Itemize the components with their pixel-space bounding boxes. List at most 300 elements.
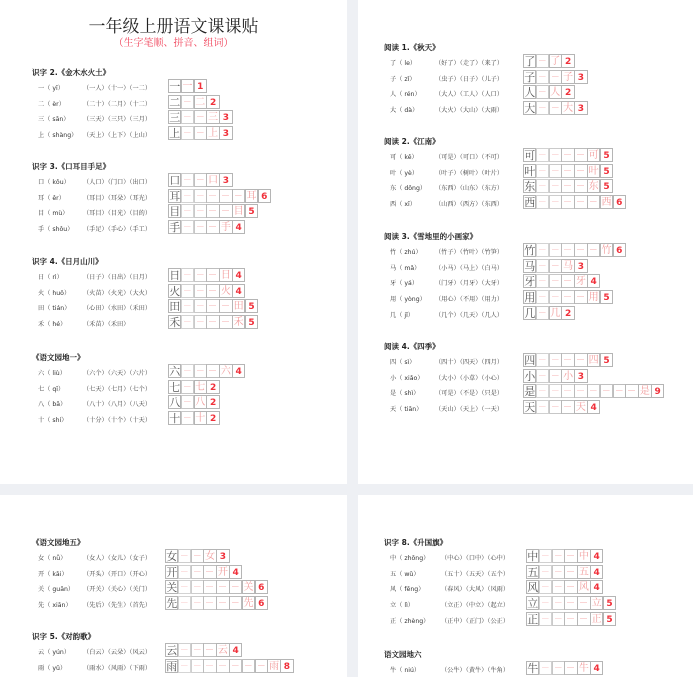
stroke-count: 5 xyxy=(600,148,613,162)
word-list xyxy=(435,294,503,303)
pinyin: kě xyxy=(404,154,412,161)
stroke-step-cell xyxy=(536,353,549,367)
word-list xyxy=(435,247,503,256)
stroke-order-grid xyxy=(168,126,232,140)
character-pinyin-label: 禾（ hé） xyxy=(38,321,67,329)
stroke-count: 3 xyxy=(574,101,587,115)
stroke-step-cell xyxy=(191,659,204,673)
stroke-step-cell xyxy=(536,85,549,99)
stroke-order-grid xyxy=(523,164,613,178)
stroke-step-cell xyxy=(549,70,562,84)
stroke-order-grid xyxy=(523,274,600,288)
stroke-step-cell xyxy=(549,164,562,178)
stroke-count: 6 xyxy=(255,580,268,594)
word: （工人） xyxy=(459,91,482,99)
character-row xyxy=(38,659,290,675)
word: （中心） xyxy=(441,555,466,562)
word: （禾田） xyxy=(129,305,152,313)
stroke-step-cell xyxy=(203,596,216,610)
stroke-count: 3 xyxy=(219,110,232,124)
stroke-step-cell xyxy=(181,95,194,109)
stroke-step-cell xyxy=(561,274,574,288)
stroke-count: 3 xyxy=(219,173,232,187)
word: （火光） xyxy=(107,289,130,297)
stroke-step-cell xyxy=(181,204,194,218)
stroke-step-cell: 了 xyxy=(550,56,561,67)
word-list xyxy=(435,89,503,98)
word-list xyxy=(83,399,151,408)
character: 关 xyxy=(38,586,45,594)
stroke-count: 4 xyxy=(590,549,603,563)
character-cell: 一 xyxy=(169,80,181,93)
stroke-step-cell xyxy=(206,204,219,218)
character-pinyin-label: 马（ mǎ） xyxy=(390,264,421,272)
stroke-order-grid xyxy=(523,195,625,209)
stroke-order-grid xyxy=(168,173,232,187)
character: 六 xyxy=(38,370,45,377)
word-list xyxy=(441,600,509,609)
stroke-step-cell xyxy=(203,659,216,673)
stroke-order-grid xyxy=(168,299,258,313)
stroke-step-cell: 马 xyxy=(563,260,574,272)
character-cell: 竹 xyxy=(524,244,536,257)
stroke-step-cell xyxy=(561,353,574,367)
character-pinyin-label: 四（ sì） xyxy=(390,359,416,366)
word-list xyxy=(83,384,151,393)
character-pinyin-label: 用（ yòng） xyxy=(390,296,426,304)
stroke-step-cell xyxy=(536,274,549,288)
character-row xyxy=(38,395,217,411)
stroke-order-grid xyxy=(165,643,242,657)
pinyin: yá xyxy=(404,280,412,288)
word-list xyxy=(83,569,151,578)
stroke-step-cell: 立 xyxy=(591,598,602,610)
word: （火苗） xyxy=(83,289,108,297)
word-list xyxy=(435,183,503,192)
stroke-step-cell xyxy=(536,195,549,209)
character-pinyin-label: 先（ xiān） xyxy=(38,602,72,610)
stroke-step-cell xyxy=(539,612,552,626)
word: （禾田） xyxy=(107,321,130,329)
word-list xyxy=(435,152,503,161)
character-cell: 中 xyxy=(527,550,539,563)
word: （白马） xyxy=(481,264,504,272)
character-cell: 禾 xyxy=(169,316,181,330)
stroke-step-cell xyxy=(549,259,562,273)
word-list xyxy=(83,303,151,312)
stroke-count: 2 xyxy=(561,54,574,68)
word-list xyxy=(83,224,151,233)
section-title: 阅读 3.《雪地里的小画家》 xyxy=(384,232,478,241)
stroke-step-cell xyxy=(194,268,207,282)
stroke-step-cell xyxy=(536,70,549,84)
word: （大牙） xyxy=(481,280,504,288)
stroke-step-cell: 牙 xyxy=(575,276,586,288)
character-cell: 牛 xyxy=(527,662,539,675)
stroke-step-cell xyxy=(574,243,587,257)
character-cell: 西 xyxy=(524,196,536,210)
stroke-step-cell xyxy=(564,661,577,675)
word: （关心） xyxy=(107,586,130,594)
lesson-section xyxy=(384,649,600,677)
stroke-step-cell xyxy=(539,661,552,675)
word: （可口） xyxy=(459,154,482,161)
word: （虫子） xyxy=(435,75,460,83)
character: 牛 xyxy=(390,667,397,674)
character-cell: 几 xyxy=(524,306,536,320)
character-row xyxy=(38,596,265,612)
word: （一天） xyxy=(481,406,504,414)
lesson-section xyxy=(32,161,268,236)
character: 口 xyxy=(38,179,45,186)
character: 立 xyxy=(390,602,397,610)
stroke-count: 2 xyxy=(206,411,219,425)
stroke-step-cell xyxy=(561,164,574,178)
character: 先 xyxy=(38,602,45,610)
pinyin: rén xyxy=(404,91,415,99)
stroke-step-cell xyxy=(178,565,191,579)
character-pinyin-label: 关（ guān） xyxy=(38,586,75,594)
stroke-order-grid xyxy=(165,596,267,610)
character-row xyxy=(390,661,600,677)
stroke-step-cell: 雨 xyxy=(269,660,280,672)
stroke-step-cell xyxy=(206,299,219,313)
word: （十一） xyxy=(107,85,130,92)
word: （一人） xyxy=(83,85,108,92)
stroke-count: 9 xyxy=(651,384,664,398)
character-cell: 三 xyxy=(169,111,181,125)
character-pinyin-label: 开（ kāi） xyxy=(38,570,68,578)
character: 八 xyxy=(38,401,45,409)
word: （不用） xyxy=(459,296,482,304)
word: （十二） xyxy=(129,100,152,108)
pinyin: ěr xyxy=(52,194,59,202)
section-title: 识字 2.《金木水火土》 xyxy=(32,68,111,77)
character-cell: 手 xyxy=(169,221,181,235)
stroke-step-cell xyxy=(536,400,549,414)
character-cell: 七 xyxy=(169,380,181,394)
character-pinyin-label: 牛（ niú） xyxy=(390,667,421,674)
character-cell: 先 xyxy=(166,597,178,611)
word: （西方） xyxy=(459,201,482,209)
pinyin: qī xyxy=(52,385,58,393)
stroke-step-cell: 七 xyxy=(195,381,206,393)
word: （树叶） xyxy=(459,169,482,177)
stroke-count: 5 xyxy=(245,204,258,218)
stroke-step-cell: 用 xyxy=(588,292,599,304)
character-row xyxy=(390,195,623,211)
word: （正中） xyxy=(441,617,466,625)
character-row xyxy=(390,274,597,290)
stroke-count: 4 xyxy=(590,580,603,594)
word-list xyxy=(435,199,503,208)
lesson-section xyxy=(32,67,230,142)
stroke-step-cell xyxy=(536,259,549,273)
word-list xyxy=(435,105,503,114)
pinyin: wǔ xyxy=(404,570,414,578)
character-pinyin-label: 口（ kǒu） xyxy=(38,179,70,186)
word: （一二） xyxy=(129,85,152,92)
word: （下雨） xyxy=(129,664,152,672)
stroke-step-cell xyxy=(536,148,549,162)
stroke-step-cell xyxy=(539,596,552,610)
stroke-step-cell xyxy=(181,126,194,140)
stroke-order-grid xyxy=(523,101,587,115)
character: 用 xyxy=(390,296,397,304)
stroke-step-cell xyxy=(552,661,565,675)
character-row xyxy=(390,101,585,117)
stroke-step-cell: 日 xyxy=(220,270,231,281)
stroke-step-cell: 云 xyxy=(217,645,228,656)
pinyin: fēng xyxy=(404,586,419,594)
word: （开头） xyxy=(83,570,108,578)
character-row xyxy=(390,580,600,596)
stroke-step-cell xyxy=(178,643,191,657)
stroke-step-cell: 三 xyxy=(208,112,219,124)
stroke-step-cell: 竹 xyxy=(601,245,612,256)
character: 大 xyxy=(390,107,397,115)
stroke-step-cell xyxy=(574,384,587,398)
stroke-step-cell xyxy=(549,101,562,115)
stroke-order-grid xyxy=(526,596,616,610)
stroke-step-cell xyxy=(549,195,562,209)
character-row xyxy=(390,369,585,385)
word-list xyxy=(435,263,503,272)
word: （上山） xyxy=(129,132,152,140)
word: （不是） xyxy=(459,390,482,398)
character-cell: 口 xyxy=(169,174,181,187)
pinyin: dōng xyxy=(404,185,420,193)
word: （三天） xyxy=(83,116,108,124)
stroke-step-cell xyxy=(181,284,194,298)
stroke-step-cell xyxy=(536,384,549,398)
character: 五 xyxy=(390,570,397,578)
word: （牛角） xyxy=(487,667,510,674)
word-list xyxy=(83,272,151,281)
word-list xyxy=(83,288,151,297)
character-cell: 上 xyxy=(169,127,181,141)
character-cell: 风 xyxy=(527,581,539,595)
pinyin: zhú xyxy=(404,249,416,256)
stroke-step-cell xyxy=(229,659,242,673)
word: （八十） xyxy=(83,401,108,409)
character-cell: 天 xyxy=(524,401,536,415)
character-row xyxy=(38,411,217,427)
stroke-step-cell: 天 xyxy=(575,402,586,414)
lesson-section xyxy=(384,42,585,117)
character-pinyin-label: 五（ wǔ） xyxy=(390,570,420,578)
stroke-order-grid xyxy=(523,243,625,257)
stroke-step-cell: 子 xyxy=(563,71,574,83)
word: （上下） xyxy=(107,132,130,140)
character: 是 xyxy=(390,390,397,398)
word: （天上） xyxy=(83,132,108,140)
lesson-section xyxy=(32,352,242,427)
character-row xyxy=(390,400,597,416)
character: 禾 xyxy=(38,321,45,329)
stroke-step-cell xyxy=(536,306,549,320)
section-title: 语文园地六 xyxy=(384,650,422,659)
word: （天上） xyxy=(459,406,482,414)
stroke-order-grid xyxy=(168,395,219,409)
stroke-count: 3 xyxy=(216,549,229,563)
character-pinyin-label: 可（ kě） xyxy=(390,154,418,161)
character-row xyxy=(38,364,242,380)
word: （七天） xyxy=(83,385,108,393)
character-row xyxy=(38,315,255,331)
character-row xyxy=(38,204,255,220)
word: （用心） xyxy=(435,296,460,304)
character-row xyxy=(390,565,600,581)
stroke-step-cell: 女 xyxy=(205,551,216,562)
word: （四十） xyxy=(435,359,460,366)
section-title: 识字 5.《对韵歌》 xyxy=(32,632,96,641)
character-row xyxy=(38,189,268,205)
pinyin: bā xyxy=(52,401,61,409)
character-pinyin-label: 女（ nǚ） xyxy=(38,555,67,562)
character-pinyin-label: 一（ yī） xyxy=(38,85,64,92)
stroke-step-cell: 关 xyxy=(243,582,254,594)
stroke-order-grid xyxy=(168,364,245,378)
character-pinyin-label: 人（ rén） xyxy=(390,91,421,99)
word: （山东） xyxy=(459,185,482,193)
word: （目光） xyxy=(107,210,130,218)
section-title: 阅读 4.《四季》 xyxy=(384,342,440,351)
pinyin: shì xyxy=(404,390,414,398)
word: （东西） xyxy=(435,185,460,193)
stroke-order-grid xyxy=(168,95,219,109)
pinyin: nǚ xyxy=(52,555,61,562)
word: （日月） xyxy=(129,274,152,281)
stroke-step-cell xyxy=(539,549,552,563)
stroke-count: 2 xyxy=(206,395,219,409)
character: 西 xyxy=(390,201,397,209)
section-title: 识字 3.《口耳目手足》 xyxy=(32,162,111,171)
stroke-count: 5 xyxy=(603,596,616,610)
word: （几天） xyxy=(459,311,482,319)
pinyin: sì xyxy=(404,359,410,366)
stroke-step-cell xyxy=(181,299,194,313)
character-row xyxy=(38,284,242,300)
pinyin: tiān xyxy=(404,406,417,414)
stroke-order-grid xyxy=(523,290,613,304)
lesson-section xyxy=(32,631,290,674)
stroke-step-cell xyxy=(587,243,600,257)
word-list xyxy=(83,177,151,186)
stroke-step-cell xyxy=(216,596,229,610)
character-cell: 六 xyxy=(169,365,181,378)
stroke-step-cell: 人 xyxy=(550,87,561,99)
stroke-step-cell xyxy=(613,384,626,398)
stroke-step-cell xyxy=(181,220,194,234)
character-pinyin-label: 中（ zhōng） xyxy=(390,555,430,562)
stroke-order-grid xyxy=(168,411,219,425)
word: （起立） xyxy=(487,602,510,610)
stroke-step-cell xyxy=(536,101,549,115)
character-cell: 田 xyxy=(169,300,181,314)
character: 田 xyxy=(38,305,45,313)
word-list xyxy=(441,665,509,674)
character-pinyin-label: 东（ dōng） xyxy=(390,185,427,193)
stroke-count: 6 xyxy=(613,195,626,209)
character: 中 xyxy=(390,555,397,562)
stroke-step-cell: 十 xyxy=(195,413,206,425)
character: 云 xyxy=(38,649,45,656)
word: （先后） xyxy=(83,602,108,610)
pinyin: hé xyxy=(52,321,61,329)
stroke-step-cell xyxy=(574,148,587,162)
pinyin: yǔ xyxy=(52,664,60,672)
pinyin: kāi xyxy=(52,570,62,578)
word: （耳光） xyxy=(129,194,152,202)
page-2 xyxy=(358,0,693,484)
character: 正 xyxy=(390,617,397,625)
stroke-step-cell xyxy=(574,353,587,367)
word: （中立） xyxy=(465,602,488,610)
character: 开 xyxy=(38,570,45,578)
stroke-step-cell: 先 xyxy=(243,598,254,610)
word: （天山） xyxy=(435,406,460,414)
character: 耳 xyxy=(38,194,45,202)
stroke-step-cell xyxy=(536,179,549,193)
character-row xyxy=(38,220,242,236)
pinyin: yè xyxy=(404,169,412,177)
stroke-step-cell: 是 xyxy=(639,386,650,398)
pinyin: xiǎo xyxy=(404,374,418,382)
stroke-order-grid xyxy=(523,70,587,84)
stroke-step-cell xyxy=(181,110,194,124)
character-row xyxy=(38,380,217,396)
stroke-step-cell xyxy=(219,189,232,203)
pinyin: jǐ xyxy=(404,311,408,319)
word: （山西） xyxy=(435,201,460,209)
pinyin: lì xyxy=(404,602,408,610)
stroke-step-cell xyxy=(181,173,194,187)
stroke-step-cell: 中 xyxy=(578,551,589,562)
word: （几人） xyxy=(481,311,504,319)
word-list xyxy=(441,584,509,593)
character-row xyxy=(390,85,572,101)
lesson-section xyxy=(384,341,661,416)
stroke-step-cell: 上 xyxy=(208,128,219,140)
word: （东西） xyxy=(481,201,504,209)
page-1 xyxy=(0,0,347,484)
character: 天 xyxy=(390,406,397,414)
word: （小草） xyxy=(459,374,482,382)
word: （可是） xyxy=(435,154,460,161)
stroke-step-cell xyxy=(574,179,587,193)
stroke-step-cell xyxy=(229,580,242,594)
word: （关门） xyxy=(129,586,152,594)
word: （手心） xyxy=(107,226,130,234)
character-pinyin-label: 目（ mù） xyxy=(38,210,69,218)
character-row xyxy=(390,353,610,369)
word: （八天） xyxy=(129,401,152,409)
character-pinyin-label: 手（ shǒu） xyxy=(38,226,74,234)
stroke-step-cell xyxy=(561,400,574,414)
stroke-count: 2 xyxy=(206,95,219,109)
word: （正门） xyxy=(465,617,488,625)
word: （人口） xyxy=(83,179,108,186)
word: （耳目） xyxy=(83,210,108,218)
character-cell: 开 xyxy=(166,565,178,579)
character-cell: 小 xyxy=(524,369,536,383)
character-pinyin-label: 了（ le） xyxy=(390,60,417,67)
pinyin: shàng xyxy=(52,132,72,140)
word: （大小） xyxy=(435,374,460,382)
character-row xyxy=(390,70,585,86)
stroke-step-cell xyxy=(178,659,191,673)
